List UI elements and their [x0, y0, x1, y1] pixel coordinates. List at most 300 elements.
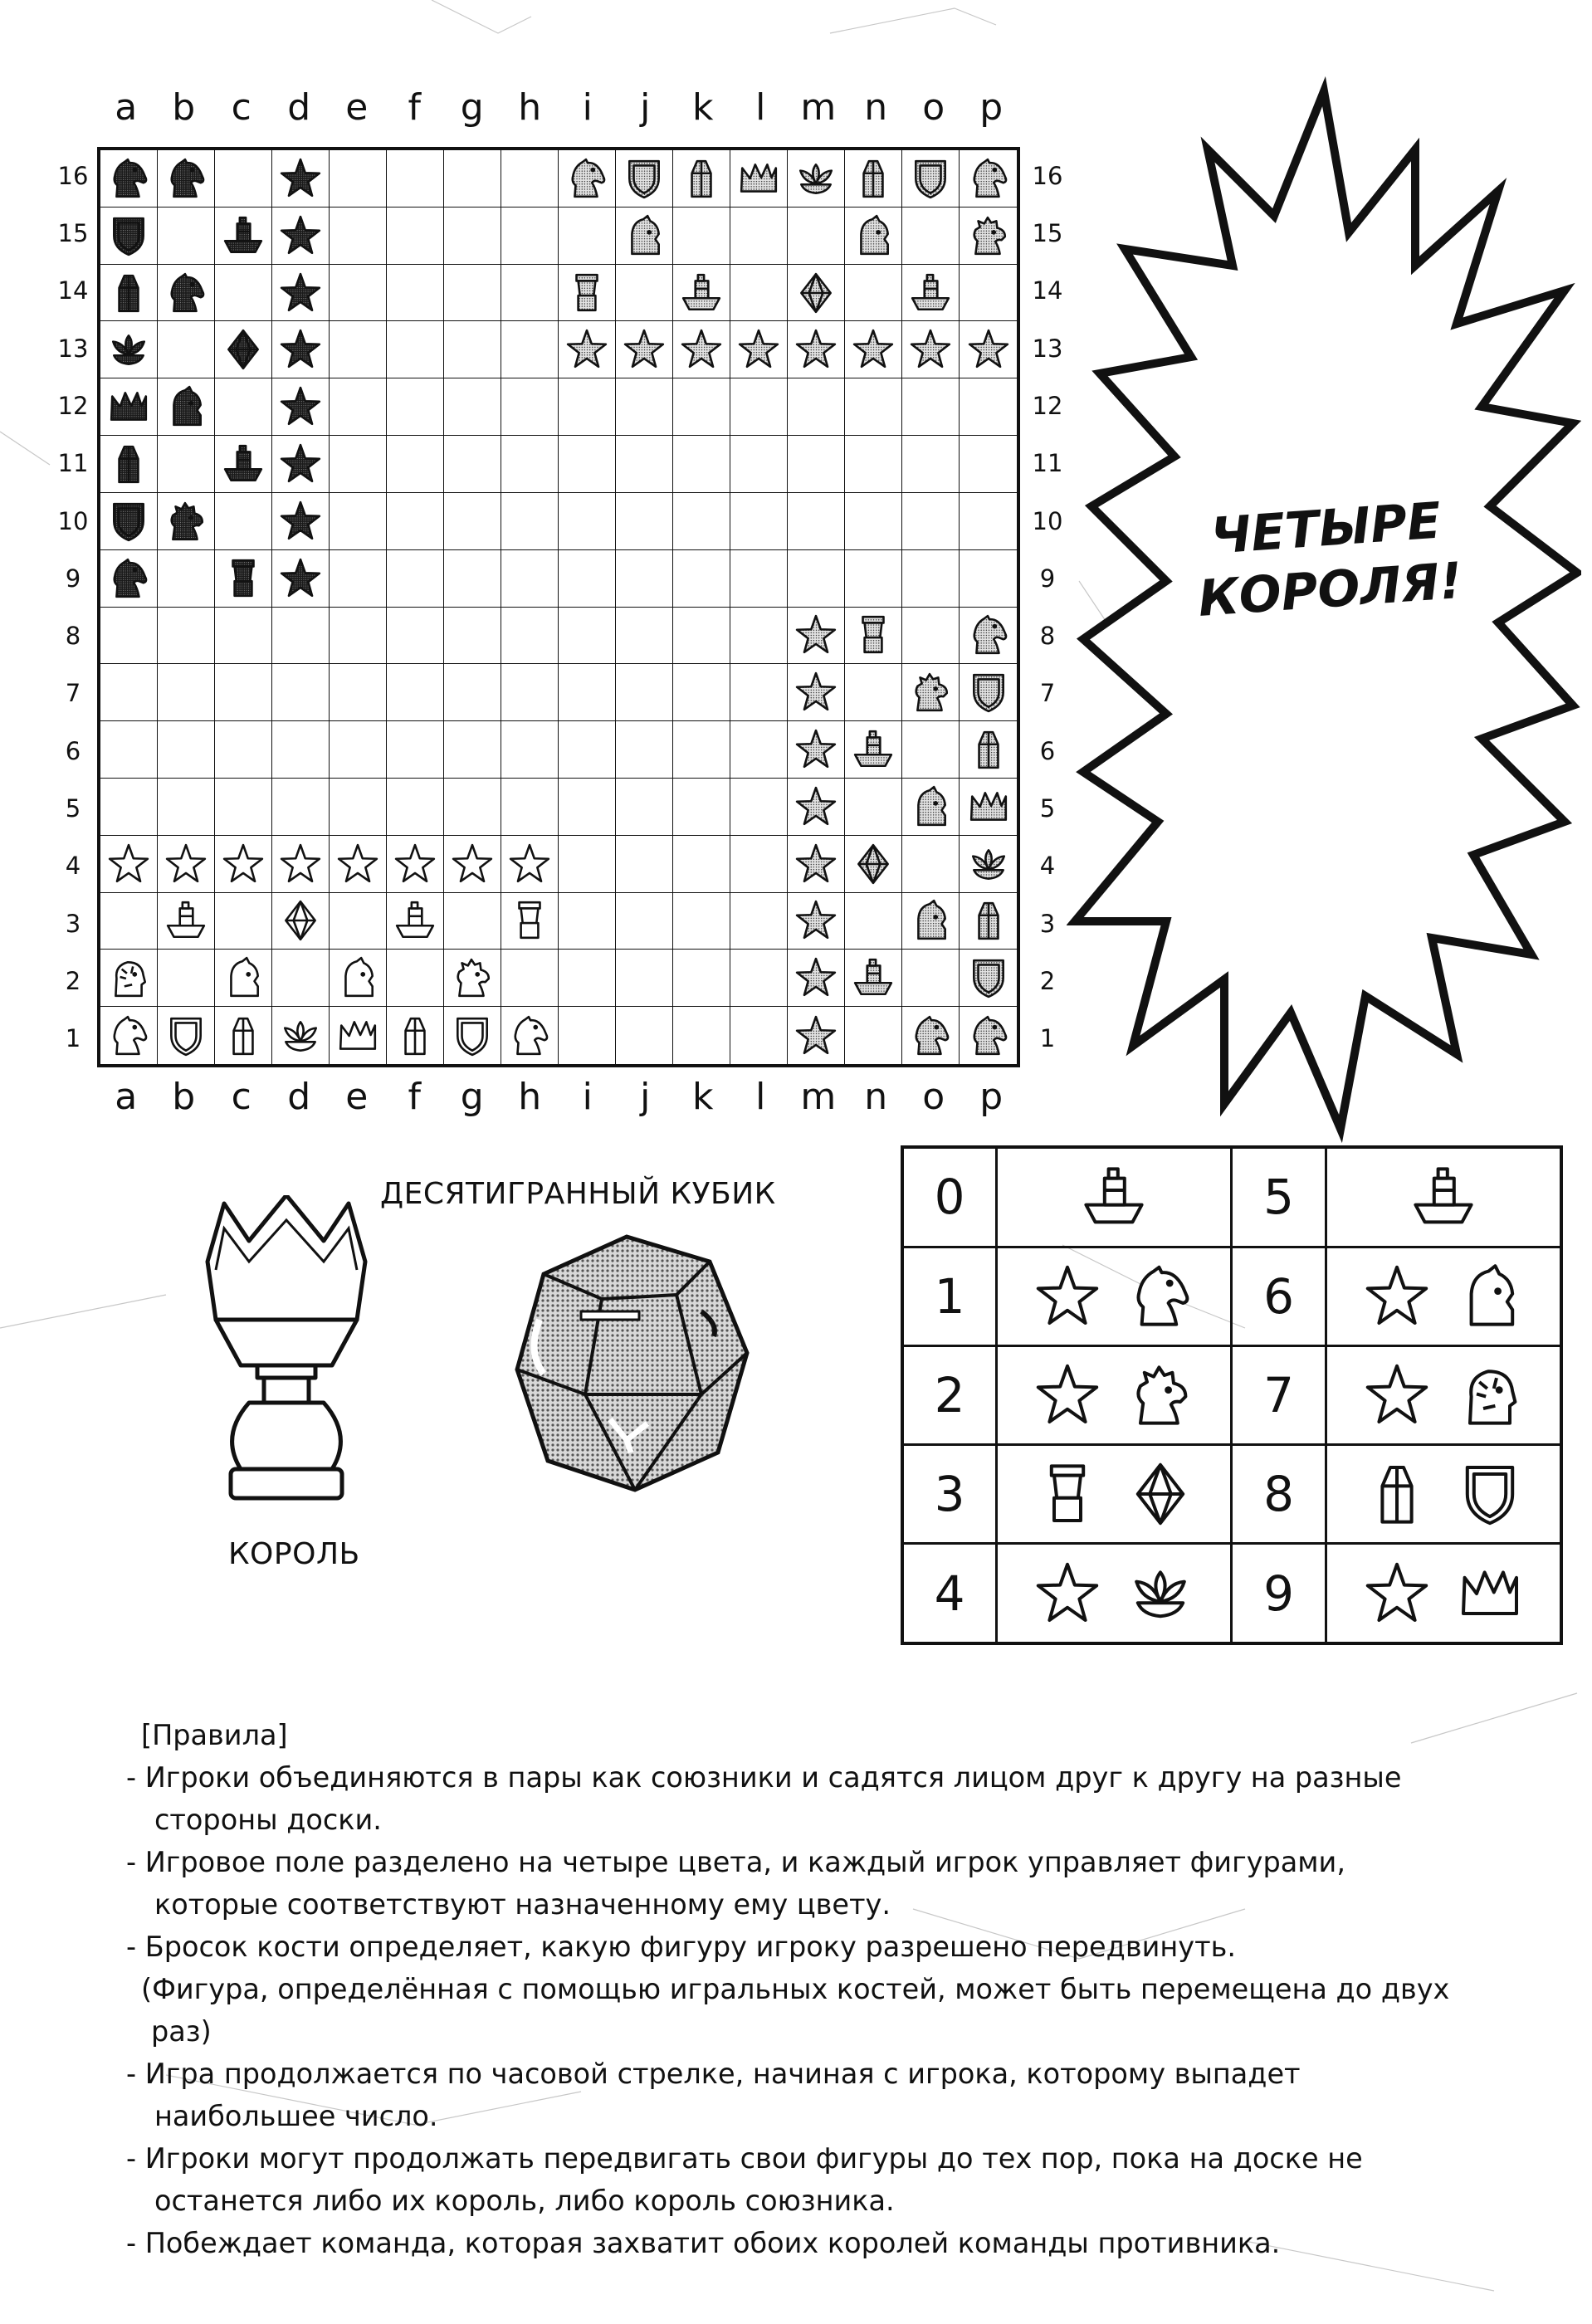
board-square-b3[interactable]	[158, 893, 215, 950]
board-square-i3[interactable]	[559, 893, 616, 950]
board-square-a7[interactable]	[100, 664, 158, 721]
board-square-o3[interactable]	[902, 893, 960, 950]
star-icon	[680, 328, 723, 371]
diamond-icon	[794, 271, 838, 315]
board-square-i16[interactable]	[559, 150, 616, 208]
board-square-l1[interactable]	[730, 1007, 788, 1064]
dice-piece-icons	[997, 1345, 1232, 1444]
board-square-p13[interactable]	[960, 321, 1017, 378]
board-square-d15[interactable]	[272, 208, 330, 265]
board-square-l15[interactable]	[730, 208, 788, 265]
board-square-b15[interactable]	[158, 208, 215, 265]
board-square-b6[interactable]	[158, 721, 215, 779]
board-square-m10[interactable]	[788, 493, 845, 550]
file-label: e	[345, 1076, 369, 1118]
board-square-n9[interactable]	[845, 550, 902, 608]
board-square-d4[interactable]	[272, 836, 330, 893]
board-square-a8[interactable]	[100, 608, 158, 665]
board-square-m6[interactable]	[788, 721, 845, 779]
board-square-a11[interactable]	[100, 436, 158, 493]
board-square-b8[interactable]	[158, 608, 215, 665]
board-square-m16[interactable]	[788, 150, 845, 208]
board-square-m11[interactable]	[788, 436, 845, 493]
board-square-g16[interactable]	[444, 150, 501, 208]
star-icon	[1034, 1362, 1101, 1428]
board-square-o7[interactable]	[902, 664, 960, 721]
board-square-c11[interactable]	[215, 436, 272, 493]
file-label: n	[864, 86, 888, 129]
board-square-m8[interactable]	[788, 608, 845, 665]
board-square-j7[interactable]	[616, 664, 673, 721]
board-square-k3[interactable]	[673, 893, 730, 950]
board-square-c5[interactable]	[215, 779, 272, 836]
board-square-g15[interactable]	[444, 208, 501, 265]
diamond-icon	[222, 328, 265, 371]
board-square-h10[interactable]	[501, 493, 559, 550]
board-square-j6[interactable]	[616, 721, 673, 779]
board-square-f13[interactable]	[387, 321, 444, 378]
board-square-k11[interactable]	[673, 436, 730, 493]
board-square-e16[interactable]	[330, 150, 387, 208]
board-square-n4[interactable]	[845, 836, 902, 893]
board-square-h9[interactable]	[501, 550, 559, 608]
board-square-l7[interactable]	[730, 664, 788, 721]
board-square-g4[interactable]	[444, 836, 501, 893]
crystal-icon	[222, 1014, 265, 1057]
board-square-e13[interactable]	[330, 321, 387, 378]
board-square-m7[interactable]	[788, 664, 845, 721]
board-square-j1[interactable]	[616, 1007, 673, 1064]
board-square-o9[interactable]	[902, 550, 960, 608]
board-square-a6[interactable]	[100, 721, 158, 779]
lotus-icon	[794, 157, 838, 200]
board-square-o16[interactable]	[902, 150, 960, 208]
star-icon	[1364, 1560, 1430, 1627]
board-square-m13[interactable]	[788, 321, 845, 378]
board-square-k12[interactable]	[673, 378, 730, 436]
board-square-m3[interactable]	[788, 893, 845, 950]
board-square-h8[interactable]	[501, 608, 559, 665]
board-square-m9[interactable]	[788, 550, 845, 608]
board-square-j3[interactable]	[616, 893, 673, 950]
board-square-l9[interactable]	[730, 550, 788, 608]
board-square-p10[interactable]	[960, 493, 1017, 550]
board-square-c16[interactable]	[215, 150, 272, 208]
board-square-a16[interactable]	[100, 150, 158, 208]
board-square-k13[interactable]	[673, 321, 730, 378]
board-square-e8[interactable]	[330, 608, 387, 665]
dragon-icon	[451, 956, 494, 999]
board-square-k5[interactable]	[673, 779, 730, 836]
board-square-j2[interactable]	[616, 950, 673, 1007]
knight-icon	[107, 157, 150, 200]
board-square-o4[interactable]	[902, 836, 960, 893]
tiger-icon	[107, 956, 150, 999]
dice-piece-icons	[1326, 1247, 1561, 1345]
board-square-m14[interactable]	[788, 265, 845, 322]
board-square-e12[interactable]	[330, 378, 387, 436]
board-square-a2[interactable]	[100, 950, 158, 1007]
board-square-i5[interactable]	[559, 779, 616, 836]
board-square-j8[interactable]	[616, 608, 673, 665]
ship-icon	[852, 728, 895, 771]
dice-table-row	[902, 1345, 1561, 1444]
rank-label: 6	[1039, 736, 1056, 765]
board-square-c4[interactable]	[215, 836, 272, 893]
board-square-a4[interactable]	[100, 836, 158, 893]
board-square-p1[interactable]	[960, 1007, 1017, 1064]
board-square-c12[interactable]	[215, 378, 272, 436]
board-square-p4[interactable]	[960, 836, 1017, 893]
board-square-e6[interactable]	[330, 721, 387, 779]
board-square-f11[interactable]	[387, 436, 444, 493]
board-square-f3[interactable]	[387, 893, 444, 950]
board-square-l14[interactable]	[730, 265, 788, 322]
board-square-n8[interactable]	[845, 608, 902, 665]
board-square-c9[interactable]	[215, 550, 272, 608]
board-square-g11[interactable]	[444, 436, 501, 493]
board-square-o6[interactable]	[902, 721, 960, 779]
board-square-e7[interactable]	[330, 664, 387, 721]
board-square-p16[interactable]	[960, 150, 1017, 208]
board-square-l6[interactable]	[730, 721, 788, 779]
dice-number: 4	[902, 1544, 997, 1643]
board-square-l8[interactable]	[730, 608, 788, 665]
board-square-l10[interactable]	[730, 493, 788, 550]
crystal-icon	[680, 157, 723, 200]
board-square-l16[interactable]	[730, 150, 788, 208]
board-square-o13[interactable]	[902, 321, 960, 378]
diamond-icon	[1127, 1461, 1194, 1527]
board-square-b5[interactable]	[158, 779, 215, 836]
board-square-c7[interactable]	[215, 664, 272, 721]
board-square-h11[interactable]	[501, 436, 559, 493]
board-square-n15[interactable]	[845, 208, 902, 265]
board-square-p9[interactable]	[960, 550, 1017, 608]
board-square-b10[interactable]	[158, 493, 215, 550]
board-square-f2[interactable]	[387, 950, 444, 1007]
board-square-m2[interactable]	[788, 950, 845, 1007]
board-square-f6[interactable]	[387, 721, 444, 779]
board-square-l12[interactable]	[730, 378, 788, 436]
board-square-e2[interactable]	[330, 950, 387, 1007]
board-square-i2[interactable]	[559, 950, 616, 1007]
board-square-a9[interactable]	[100, 550, 158, 608]
board-square-k10[interactable]	[673, 493, 730, 550]
board-square-k15[interactable]	[673, 208, 730, 265]
board-square-g12[interactable]	[444, 378, 501, 436]
board-square-c2[interactable]	[215, 950, 272, 1007]
board-square-n2[interactable]	[845, 950, 902, 1007]
board-square-d1[interactable]	[272, 1007, 330, 1064]
cat-icon	[623, 214, 666, 257]
board-square-d9[interactable]	[272, 550, 330, 608]
board-square-n3[interactable]	[845, 893, 902, 950]
board-square-p5[interactable]	[960, 779, 1017, 836]
board-square-o8[interactable]	[902, 608, 960, 665]
board-square-j13[interactable]	[616, 321, 673, 378]
board-square-a15[interactable]	[100, 208, 158, 265]
board-square-d14[interactable]	[272, 265, 330, 322]
board-square-i15[interactable]	[559, 208, 616, 265]
rank-label: 1	[1039, 1024, 1056, 1053]
board-square-f7[interactable]	[387, 664, 444, 721]
board-square-i10[interactable]	[559, 493, 616, 550]
board-square-o11[interactable]	[902, 436, 960, 493]
board-square-h7[interactable]	[501, 664, 559, 721]
board-square-l3[interactable]	[730, 893, 788, 950]
board-square-d10[interactable]	[272, 493, 330, 550]
board-square-f1[interactable]	[387, 1007, 444, 1064]
board-square-d12[interactable]	[272, 378, 330, 436]
board-square-g13[interactable]	[444, 321, 501, 378]
board-square-b4[interactable]	[158, 836, 215, 893]
board-square-n10[interactable]	[845, 493, 902, 550]
knight-icon	[909, 1014, 952, 1057]
board-square-f14[interactable]	[387, 265, 444, 322]
board-square-i11[interactable]	[559, 436, 616, 493]
board-square-d6[interactable]	[272, 721, 330, 779]
board-square-a5[interactable]	[100, 779, 158, 836]
board-square-k7[interactable]	[673, 664, 730, 721]
board-square-c3[interactable]	[215, 893, 272, 950]
dice-number: 0	[902, 1147, 997, 1247]
board-square-j9[interactable]	[616, 550, 673, 608]
board-square-n13[interactable]	[845, 321, 902, 378]
board-square-c14[interactable]	[215, 265, 272, 322]
board-square-f9[interactable]	[387, 550, 444, 608]
board-square-j16[interactable]	[616, 150, 673, 208]
board-square-b11[interactable]	[158, 436, 215, 493]
board-square-j14[interactable]	[616, 265, 673, 322]
board-square-h5[interactable]	[501, 779, 559, 836]
board-square-c15[interactable]	[215, 208, 272, 265]
board-square-j15[interactable]	[616, 208, 673, 265]
board-square-k9[interactable]	[673, 550, 730, 608]
board-square-h4[interactable]	[501, 836, 559, 893]
board-square-p12[interactable]	[960, 378, 1017, 436]
board-square-b12[interactable]	[158, 378, 215, 436]
board-square-j10[interactable]	[616, 493, 673, 550]
board-square-b16[interactable]	[158, 150, 215, 208]
board-square-g8[interactable]	[444, 608, 501, 665]
board-square-f4[interactable]	[387, 836, 444, 893]
board-square-h6[interactable]	[501, 721, 559, 779]
board-square-d2[interactable]	[272, 950, 330, 1007]
board-square-c8[interactable]	[215, 608, 272, 665]
board-square-k14[interactable]	[673, 265, 730, 322]
board-square-i8[interactable]	[559, 608, 616, 665]
board-square-d11[interactable]	[272, 436, 330, 493]
shield-icon	[967, 956, 1010, 999]
board-square-p8[interactable]	[960, 608, 1017, 665]
board-square-d3[interactable]	[272, 893, 330, 950]
board-square-o1[interactable]	[902, 1007, 960, 1064]
board-square-b7[interactable]	[158, 664, 215, 721]
board-square-a13[interactable]	[100, 321, 158, 378]
board-square-m5[interactable]	[788, 779, 845, 836]
board-square-d16[interactable]	[272, 150, 330, 208]
board-square-i6[interactable]	[559, 721, 616, 779]
cat-icon	[909, 899, 952, 942]
board-square-h15[interactable]	[501, 208, 559, 265]
board-square-d7[interactable]	[272, 664, 330, 721]
board-square-n7[interactable]	[845, 664, 902, 721]
knight-icon	[508, 1014, 551, 1057]
board-square-b2[interactable]	[158, 950, 215, 1007]
rank-label: 16	[1032, 161, 1063, 190]
file-label: o	[922, 1076, 945, 1118]
board-square-i9[interactable]	[559, 550, 616, 608]
board-square-l5[interactable]	[730, 779, 788, 836]
cat-icon	[909, 785, 952, 828]
board-square-j5[interactable]	[616, 779, 673, 836]
board-square-a3[interactable]	[100, 893, 158, 950]
board-square-n11[interactable]	[845, 436, 902, 493]
board-square-i7[interactable]	[559, 664, 616, 721]
board-square-h2[interactable]	[501, 950, 559, 1007]
board-square-j4[interactable]	[616, 836, 673, 893]
board-square-i1[interactable]	[559, 1007, 616, 1064]
board-square-k6[interactable]	[673, 721, 730, 779]
board-square-e15[interactable]	[330, 208, 387, 265]
file-label: e	[345, 86, 369, 129]
board-square-f8[interactable]	[387, 608, 444, 665]
board-square-e11[interactable]	[330, 436, 387, 493]
board-square-h12[interactable]	[501, 378, 559, 436]
board-square-g10[interactable]	[444, 493, 501, 550]
board-square-f5[interactable]	[387, 779, 444, 836]
tiger-icon	[1457, 1362, 1523, 1428]
crystal-icon	[107, 442, 150, 486]
knight-icon	[164, 271, 208, 315]
board-square-a10[interactable]	[100, 493, 158, 550]
board-square-n6[interactable]	[845, 721, 902, 779]
board-square-i13[interactable]	[559, 321, 616, 378]
star-icon	[794, 613, 838, 657]
board-square-e3[interactable]	[330, 893, 387, 950]
board-square-e14[interactable]	[330, 265, 387, 322]
board-square-n1[interactable]	[845, 1007, 902, 1064]
board-square-e10[interactable]	[330, 493, 387, 550]
board-square-j11[interactable]	[616, 436, 673, 493]
board-square-p2[interactable]	[960, 950, 1017, 1007]
board-square-j12[interactable]	[616, 378, 673, 436]
board-square-g3[interactable]	[444, 893, 501, 950]
board-square-p6[interactable]	[960, 721, 1017, 779]
rank-label: 6	[65, 736, 81, 765]
board-square-f10[interactable]	[387, 493, 444, 550]
board-square-l11[interactable]	[730, 436, 788, 493]
board-square-h1[interactable]	[501, 1007, 559, 1064]
board-square-e4[interactable]	[330, 836, 387, 893]
board-square-n14[interactable]	[845, 265, 902, 322]
board-square-f16[interactable]	[387, 150, 444, 208]
board-square-e9[interactable]	[330, 550, 387, 608]
board-square-l2[interactable]	[730, 950, 788, 1007]
board-square-p15[interactable]	[960, 208, 1017, 265]
board-square-b14[interactable]	[158, 265, 215, 322]
board-square-b13[interactable]	[158, 321, 215, 378]
board-square-k2[interactable]	[673, 950, 730, 1007]
board-square-h13[interactable]	[501, 321, 559, 378]
dice-piece-icons	[997, 1445, 1232, 1544]
board-square-c10[interactable]	[215, 493, 272, 550]
board-square-c6[interactable]	[215, 721, 272, 779]
board-square-n16[interactable]	[845, 150, 902, 208]
file-label: b	[172, 1076, 196, 1118]
board-square-c1[interactable]	[215, 1007, 272, 1064]
board-square-o14[interactable]	[902, 265, 960, 322]
board-square-g6[interactable]	[444, 721, 501, 779]
board-square-i4[interactable]	[559, 836, 616, 893]
king-caption: КОРОЛЬ	[228, 1537, 360, 1571]
board-square-m1[interactable]	[788, 1007, 845, 1064]
board-square-p3[interactable]	[960, 893, 1017, 950]
board-square-g7[interactable]	[444, 664, 501, 721]
board-square-o12[interactable]	[902, 378, 960, 436]
star-icon	[1364, 1263, 1430, 1330]
board-square-k8[interactable]	[673, 608, 730, 665]
board-square-g5[interactable]	[444, 779, 501, 836]
board-square-e5[interactable]	[330, 779, 387, 836]
board-square-g9[interactable]	[444, 550, 501, 608]
board-square-l13[interactable]	[730, 321, 788, 378]
dragon-icon	[909, 671, 952, 714]
board-square-p7[interactable]	[960, 664, 1017, 721]
file-label: c	[231, 86, 251, 129]
board-square-d13[interactable]	[272, 321, 330, 378]
board-square-b9[interactable]	[158, 550, 215, 608]
board-square-c13[interactable]	[215, 321, 272, 378]
board-square-a1[interactable]	[100, 1007, 158, 1064]
board-square-d5[interactable]	[272, 779, 330, 836]
board-square-o2[interactable]	[902, 950, 960, 1007]
board-square-g14[interactable]	[444, 265, 501, 322]
board-square-h14[interactable]	[501, 265, 559, 322]
board-square-n5[interactable]	[845, 779, 902, 836]
board-square-k1[interactable]	[673, 1007, 730, 1064]
rank-label: 5	[1039, 794, 1056, 823]
board-square-b1[interactable]	[158, 1007, 215, 1064]
board-square-o5[interactable]	[902, 779, 960, 836]
ship-icon	[164, 899, 208, 942]
board-square-i14[interactable]	[559, 265, 616, 322]
board-square-g1[interactable]	[444, 1007, 501, 1064]
board-square-k16[interactable]	[673, 150, 730, 208]
board-square-p11[interactable]	[960, 436, 1017, 493]
board-square-h3[interactable]	[501, 893, 559, 950]
board-square-k4[interactable]	[673, 836, 730, 893]
board-square-l4[interactable]	[730, 836, 788, 893]
board-square-a12[interactable]	[100, 378, 158, 436]
board-square-o15[interactable]	[902, 208, 960, 265]
board-square-m4[interactable]	[788, 836, 845, 893]
board-square-n12[interactable]	[845, 378, 902, 436]
board-square-m15[interactable]	[788, 208, 845, 265]
board-square-m12[interactable]	[788, 378, 845, 436]
board-square-g2[interactable]	[444, 950, 501, 1007]
board-square-d8[interactable]	[272, 608, 330, 665]
board-square-h16[interactable]	[501, 150, 559, 208]
board-square-i12[interactable]	[559, 378, 616, 436]
board-square-a14[interactable]	[100, 265, 158, 322]
board-square-o10[interactable]	[902, 493, 960, 550]
board-square-e1[interactable]	[330, 1007, 387, 1064]
board-square-p14[interactable]	[960, 265, 1017, 322]
board-square-f12[interactable]	[387, 378, 444, 436]
board-square-f15[interactable]	[387, 208, 444, 265]
